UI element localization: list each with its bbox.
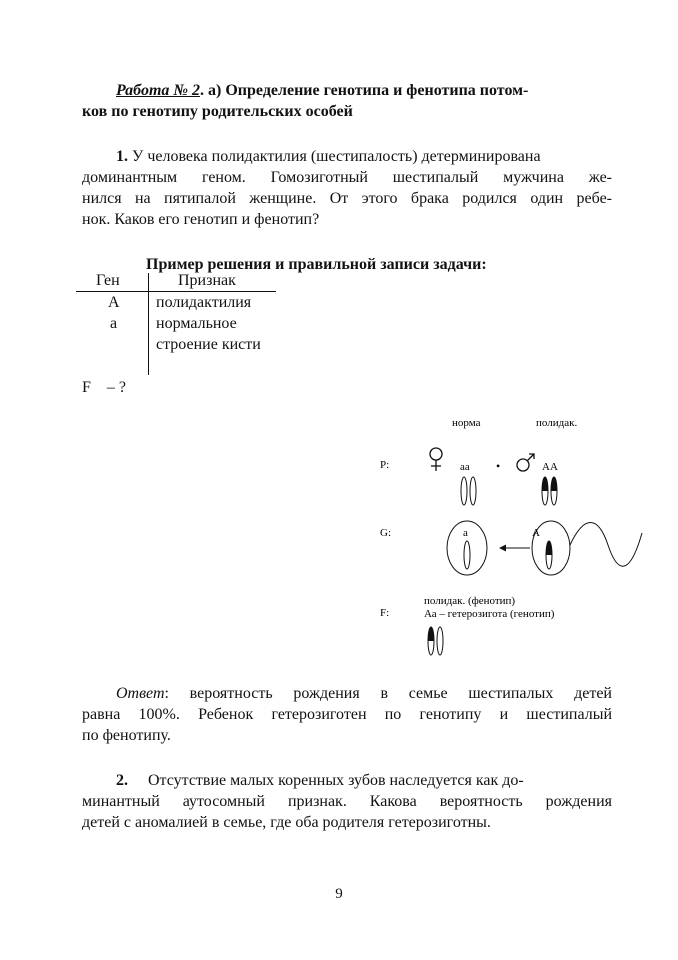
task1-line1	[116, 146, 612, 167]
f-phenotype: полидак. (фенотип)	[424, 595, 516, 607]
task2-line3: детей с аномалией в семье, где оба родителя гетерозиготны.	[82, 814, 491, 831]
gene-column-header: Ген	[96, 272, 120, 289]
row1-gene: А	[108, 294, 120, 311]
task1-number: 1.	[116, 148, 128, 165]
female-genotype: аа	[460, 461, 470, 473]
row1-trait: полидактилия	[156, 294, 252, 311]
arrow-left-icon	[499, 545, 530, 552]
task2-line1	[116, 770, 612, 791]
task2-line1-text: Отсутствие малых коренных зубов наследуется как до-	[148, 772, 524, 789]
trait-column-header: Признак	[178, 272, 236, 289]
row2-trait-line2: строение кисти	[156, 336, 261, 353]
female-chromosomes-icon	[461, 477, 476, 505]
task1-line1-text: У человека полидактилия (шестипалость) детерминирована	[128, 148, 541, 165]
female-symbol-icon	[430, 448, 442, 471]
task2-number: 2.	[116, 772, 128, 789]
task1-line4: нок. Каков его генотип и фенотип?	[82, 211, 320, 228]
row2-trait-line1: нормальное	[156, 315, 237, 332]
g-label: G:	[380, 527, 391, 539]
cross-dot: •	[496, 459, 501, 473]
sperm-icon	[532, 521, 642, 575]
male-symbol-icon	[517, 454, 534, 471]
f-question: F – ?	[82, 379, 126, 396]
answer-line2: равна 100%. Ребенок гетерозиготен по генотипу и шестипалый	[82, 706, 612, 723]
table-header-line	[76, 291, 276, 292]
male-genotype: АА	[542, 461, 558, 473]
row2-gene: а	[110, 315, 118, 332]
answer-label: Ответ	[116, 685, 165, 702]
f-label: F:	[380, 607, 390, 619]
task2-line2: минантный аутосомный признак. Какова вероятность рождения	[82, 793, 612, 810]
work-heading-line2: ков по генотипу родительских особей	[82, 103, 353, 120]
answer-line1	[116, 683, 612, 704]
example-title: Пример решения и правильной записи задачи:	[146, 256, 487, 273]
p-label: P:	[380, 459, 390, 471]
answer-line3: по фенотипу.	[82, 727, 171, 744]
female-gamete-allele: а	[463, 527, 468, 539]
task1-line3: нился на пятипалой женщине. От этого брака родился один ребе-	[82, 190, 612, 207]
label-norm: норма	[452, 417, 481, 429]
work-heading	[116, 80, 612, 101]
offspring-chromosomes-icon	[428, 627, 443, 655]
work-number-label: Работа № 2	[116, 82, 201, 99]
male-chromosomes-icon	[542, 477, 557, 505]
task1-line2: доминантным геном. Гомозиготный шестипалый мужчина же-	[82, 169, 612, 186]
male-gamete-allele: А	[532, 527, 540, 539]
label-polydak: полидак.	[536, 417, 578, 429]
answer-line1-text: : вероятность рождения в семье шестипалых детей	[164, 685, 612, 702]
f-genotype: Аа – гетерозигота (генотип)	[424, 608, 555, 620]
table-divider-line	[148, 273, 149, 375]
page-number: 9	[335, 886, 343, 902]
cross-diagram	[360, 405, 660, 675]
work-heading-line1: . а) Определение генотипа и фенотипа потом-	[200, 82, 529, 99]
